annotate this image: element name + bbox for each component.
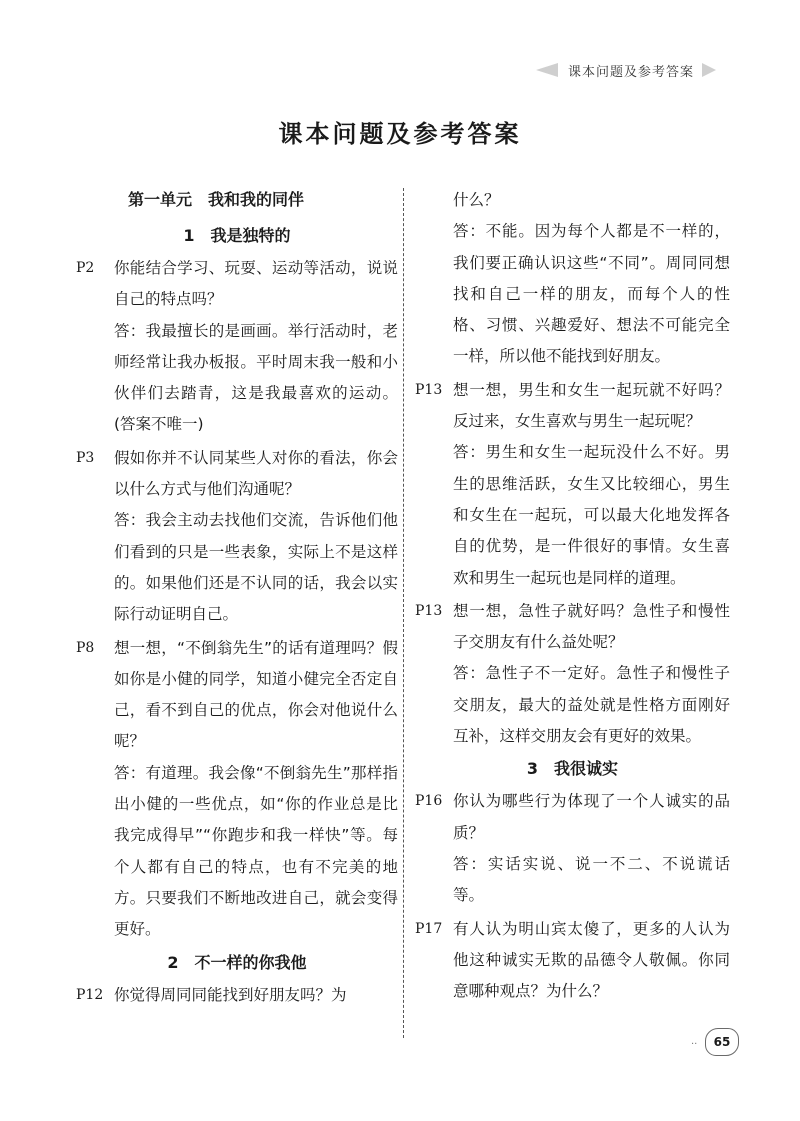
unit-title: 第一单元 我和我的同伴 [128, 190, 305, 209]
page-ref: P13 [415, 602, 443, 619]
answer-text: 答：男生和女生一起玩没什么不好。男生的思维活跃，女生又比较细心，男生和女生在一起玩，可以最大化地发挥各自的优势，是一件很好的事情。女生喜欢和男生一起玩也是同样的道理。 [453, 443, 730, 587]
qa-item-p3 [76, 443, 398, 631]
page-ref: P3 [76, 449, 95, 466]
qa-item-p13-a [415, 375, 730, 594]
qa-item-p12 [76, 980, 398, 1011]
question-text: 假如你并不认同某些人对你的看法，你会以什么方式与他们沟通呢？ [114, 448, 398, 499]
page-ref: P13 [415, 381, 443, 398]
page-ref: P17 [415, 920, 443, 937]
left-column [76, 185, 398, 1011]
right-column [415, 185, 730, 1007]
header-triangle-left-icon [536, 63, 558, 77]
lesson-title-1: 1 我是独特的 [183, 226, 291, 245]
page-number-badge [705, 1028, 739, 1056]
answer-text: 答：不能。因为每个人都是不一样的，我们要正确认识这些“不同”。周同同想找和自己一样的朋友，而每个人的性格、习惯、兴趣爱好、想法不可能完全一样，所以他不能找到好朋友。 [453, 222, 730, 366]
qa-item-p12-continued [415, 185, 730, 373]
qa-item-p2 [76, 253, 398, 441]
question-text: 想一想，男生和女生一起玩就不好吗？反过来，女生喜欢与男生一起玩呢？ [453, 380, 730, 431]
qa-item-p16 [415, 786, 730, 911]
question-text: 你能结合学习、玩耍、运动等活动，说说自己的特点吗？ [114, 259, 398, 309]
question-text: 什么？ [453, 191, 500, 209]
page-title: 课本问题及参考答案 [278, 120, 522, 148]
answer-text: 答：实话实说、说一不二、不说谎话等。 [453, 854, 730, 905]
page-ref: P2 [76, 260, 95, 276]
question-text: 有人认为明山宾太傻了，更多的人认为他这种诚实无欺的品德令人敬佩。你同意哪种观点？为什么？ [453, 919, 730, 1001]
answer-text: 答：我最擅长的是画画。举行活动时，老师经常让我办板报。平时周末我一般和小伙伴们去踏青，这是我最喜欢的运动。(答案不唯一) [114, 321, 398, 434]
answer-text: 答：有道理。我会像“不倒翁先生”那样指出小健的一些优点，如“你的作业总是比我完成得早”“你跑步和我一样快”等。每个人都有自己的特点，也有不完美的地方。只要我们不断地改进自己，就会变得更好。 [114, 763, 398, 939]
question-text: 你认为哪些行为体现了一个人诚实的品质？ [453, 792, 730, 842]
page-ref: P12 [76, 986, 104, 1003]
question-text: 想一想，“不倒翁先生”的话有道理吗？假如你是小健的同学，知道小健完全否定自己，看不到自己的优点，你会对他说什么呢？ [114, 638, 398, 751]
page-number: 65 [713, 1035, 731, 1049]
page-ref: P16 [415, 793, 443, 810]
page-badge-dots-icon: ·· [691, 1039, 698, 1050]
qa-item-p13-b [415, 596, 730, 752]
running-header [536, 58, 736, 82]
lesson-title-2: 2 不一样的你我他 [167, 952, 307, 972]
running-header-text: 课本问题及参考答案 [568, 64, 695, 80]
answer-text: 答：我会主动去找他们交流，告诉他们他们看到的只是一些表象，实际上不是这样的。如果他们还是不认同的话，我会以实际行动证明自己。 [114, 511, 398, 624]
lesson-title-3: 3 我很诚实 [526, 759, 619, 779]
page-ref: P8 [76, 639, 95, 656]
question-text: 你觉得周同同能找到好朋友吗？为 [114, 985, 347, 1004]
header-triangle-right-icon [702, 63, 716, 77]
qa-item-p8 [76, 633, 398, 946]
qa-item-p17 [415, 914, 730, 1008]
column-divider [403, 188, 404, 1038]
answer-text: 答：急性子不一定好。急性子和慢性子交朋友，最大的益处就是性格方面刚好互补，这样交朋友会有更好的效果。 [453, 664, 730, 746]
question-text: 想一想，急性子就好吗？急性子和慢性子交朋友有什么益处呢？ [453, 601, 730, 652]
